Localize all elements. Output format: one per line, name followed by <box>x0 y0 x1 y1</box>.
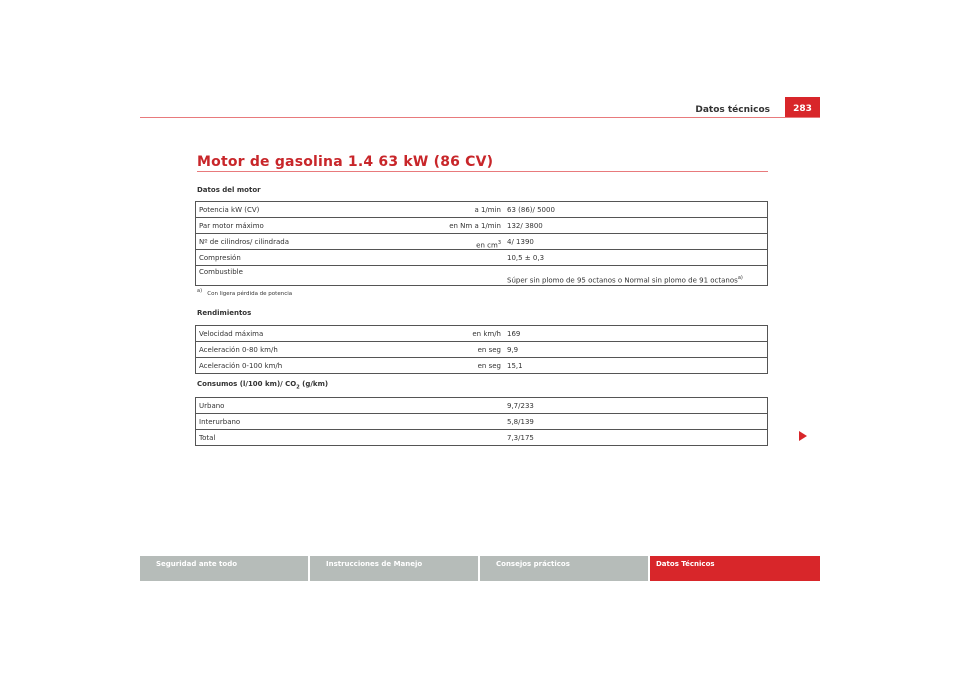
row-name: Interurbano <box>196 414 383 430</box>
row-unit <box>382 234 504 250</box>
row-unit: en Nm a 1/min <box>382 218 504 234</box>
row-unit <box>382 250 504 266</box>
row-unit <box>382 430 504 446</box>
footer-tab-datos-tecnicos[interactable]: Datos Técnicos <box>650 556 820 581</box>
row-unit: en seg <box>382 358 504 374</box>
row-name: Combustible <box>196 266 383 286</box>
footer-tab-instrucciones[interactable]: Instrucciones de Manejo <box>310 556 478 581</box>
header-divider <box>140 117 820 118</box>
page-number: 283 <box>785 97 820 117</box>
table-row <box>196 218 768 234</box>
section-label-consumos <box>197 380 328 390</box>
continue-arrow-icon <box>799 431 807 441</box>
row-unit: en km/h <box>382 326 504 342</box>
row-unit: en seg <box>382 342 504 358</box>
row-name: Nº de cilindros/ cilindrada <box>196 234 383 250</box>
row-name: Compresión <box>196 250 383 266</box>
row-name: Aceleración 0-80 km/h <box>196 342 383 358</box>
row-name: Potencia kW (CV) <box>196 202 383 218</box>
section-label-motor: Datos del motor <box>197 186 261 194</box>
table-row <box>196 250 768 266</box>
motor-data-table <box>195 201 768 286</box>
row-value: 63 (86)/ 5000 <box>504 202 768 218</box>
fuel-text: Súper sin plomo de 95 octanos o Normal sin plomo de 91 octanos <box>507 276 738 284</box>
row-unit <box>382 266 504 286</box>
table-row <box>196 430 768 446</box>
table-row <box>196 398 768 414</box>
label-subscript: 2 <box>296 384 300 391</box>
table-row <box>196 202 768 218</box>
label-text: Consumos (l/100 km)/ CO <box>197 380 297 388</box>
footnote-text: Con ligera pérdida de potencia <box>207 290 293 297</box>
row-name: Aceleración 0-100 km/h <box>196 358 383 374</box>
row-value: 5,8/139 <box>504 414 768 430</box>
row-value: 7,3/175 <box>504 430 768 446</box>
footnote-mark: a) <box>197 288 203 294</box>
row-value: 9,7/233 <box>504 398 768 414</box>
row-value <box>504 266 768 286</box>
performance-table <box>195 325 768 374</box>
footnote-reference: a) <box>737 274 743 281</box>
unit-text: en cm <box>476 241 498 249</box>
row-value: 4/ 1390 <box>504 234 768 250</box>
row-name: Velocidad máxima <box>196 326 383 342</box>
row-name: Urbano <box>196 398 383 414</box>
footnote <box>197 288 292 297</box>
running-header-title: Datos técnicos <box>695 105 770 115</box>
consumption-table <box>195 397 768 446</box>
row-value: 15,1 <box>504 358 768 374</box>
footer-tab-consejos[interactable]: Consejos prácticos <box>480 556 648 581</box>
footer-tab-seguridad[interactable]: Seguridad ante todo <box>140 556 308 581</box>
table-row <box>196 342 768 358</box>
table-row <box>196 414 768 430</box>
unit-superscript: 3 <box>497 239 501 246</box>
table-row <box>196 266 768 286</box>
row-unit <box>382 398 504 414</box>
row-unit <box>382 414 504 430</box>
row-value: 10,5 ± 0,3 <box>504 250 768 266</box>
title-divider <box>197 171 768 172</box>
table-row <box>196 326 768 342</box>
section-label-rendimientos: Rendimientos <box>197 309 252 317</box>
label-text-end: (g/km) <box>299 380 329 388</box>
row-value: 169 <box>504 326 768 342</box>
row-name: Par motor máximo <box>196 218 383 234</box>
row-unit: a 1/min <box>382 202 504 218</box>
table-row <box>196 358 768 374</box>
row-value: 132/ 3800 <box>504 218 768 234</box>
page-title: Motor de gasolina 1.4 63 kW (86 CV) <box>197 154 494 170</box>
row-value: 9,9 <box>504 342 768 358</box>
table-row <box>196 234 768 250</box>
row-name: Total <box>196 430 383 446</box>
